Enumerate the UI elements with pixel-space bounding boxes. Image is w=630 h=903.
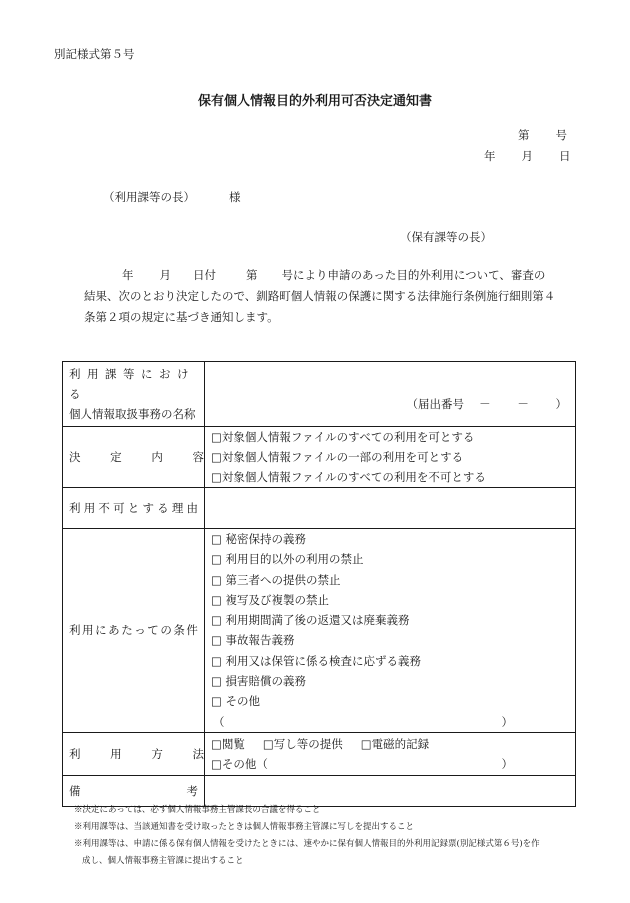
office-label-line2: 個人情報取扱事務の名称: [69, 407, 196, 421]
condition-other-close-paren: ）: [501, 714, 513, 729]
number-suffix: 号: [555, 128, 567, 142]
label-char: 考: [186, 783, 198, 798]
method-option-other[interactable]: □その他（: [211, 756, 268, 771]
number-prefix: 第: [518, 128, 530, 142]
method-label: [63, 746, 204, 762]
document-date-line: [484, 148, 571, 164]
office-label-cell: [63, 362, 205, 427]
condition-inspection[interactable]: □ 利用又は保管に係る検査に応ずる義務: [211, 653, 422, 668]
document-number-line: [518, 127, 567, 143]
body-text-start: 号により申請のあった目的外利用について、審査の: [281, 268, 546, 282]
method-option-electronic[interactable]: □電磁的記録: [360, 736, 430, 751]
label-char: と: [127, 501, 140, 515]
row-decision: [63, 427, 576, 488]
note-1: ※決定にあっては、必ず個人情報事務主管課長の合議を得ること: [74, 805, 321, 815]
label-char: た: [121, 623, 133, 638]
reason-label-cell: [63, 488, 205, 529]
body-line-1: [84, 265, 574, 286]
office-value-cell[interactable]: [205, 362, 576, 427]
row-reason: [63, 488, 576, 529]
condition-return-or-dispose[interactable]: □ 利用期間満了後の返還又は廃棄義務: [211, 613, 410, 628]
label-char: の: [160, 623, 172, 638]
label-char: 理: [171, 501, 184, 515]
footnotes: [74, 802, 540, 870]
method-other-close-paren: ）: [501, 756, 513, 771]
label-char: 用: [83, 501, 96, 515]
label-char: 由: [186, 501, 198, 515]
label-char: る: [157, 501, 169, 515]
reason-value-cell[interactable]: [205, 488, 576, 529]
label-char: 容: [192, 450, 204, 464]
form-number: 別記様式第５号: [54, 47, 135, 61]
date-year: 年: [484, 149, 496, 163]
decision-option-not-allowed[interactable]: □対象個人情報ファイルのすべての利用を不可とする: [211, 470, 486, 484]
label-char: 利: [69, 623, 81, 638]
label-char: す: [142, 501, 154, 515]
conditions-label: [63, 622, 204, 638]
method-cell: [205, 732, 576, 775]
body-no: 第: [246, 268, 258, 282]
row-conditions: [63, 529, 576, 733]
row-method: [63, 732, 576, 775]
note-2: ※利用課等は、当該通知書を受け取ったときは個人情報事務主管課に写しを提出すること: [74, 822, 415, 832]
label-char: 定: [110, 450, 122, 464]
body-line-2: 結果、次のとおり決定したので、釧路町個人情報の保護に関する法律施行条例施行細則第４: [84, 289, 556, 303]
note-3-continued: 成し、個人情報事務主管課に提出すること: [82, 856, 244, 866]
method-option-view[interactable]: □閲覧: [211, 736, 245, 751]
filing-number: （届出番号 － － ）: [406, 397, 567, 411]
label-char: 決: [69, 450, 81, 464]
label-char: 方: [151, 746, 163, 761]
label-char: 用: [110, 746, 122, 761]
remarks-label: [63, 783, 204, 799]
label-char: 利: [69, 501, 81, 515]
row-office: [63, 362, 576, 427]
label-char: 用: [82, 623, 94, 638]
label-char: 備: [69, 783, 81, 798]
addressee-honorific: 様: [229, 190, 241, 204]
method-options-row: [205, 734, 575, 754]
label-char: 可: [113, 501, 125, 515]
label-char: 利: [69, 746, 81, 761]
condition-confidentiality[interactable]: □ 秘密保持の義務: [211, 532, 307, 546]
condition-no-copying[interactable]: □ 複写及び複製の禁止: [211, 592, 330, 607]
date-day: 日: [559, 149, 571, 163]
condition-incident-report[interactable]: □ 事故報告義務: [211, 633, 295, 648]
body-day: 日付: [193, 268, 216, 282]
decision-label: [63, 449, 204, 465]
decision-table: [62, 361, 576, 807]
condition-no-other-purpose[interactable]: □ 利用目的以外の利用の禁止: [211, 552, 364, 567]
condition-other[interactable]: □ その他: [211, 694, 261, 709]
body-month: 月: [159, 268, 171, 282]
label-char: 条: [173, 623, 185, 638]
label-char: 法: [192, 746, 204, 761]
condition-other-open-paren: （: [213, 714, 225, 729]
office-label-line1: 利用課等における: [69, 367, 195, 401]
body-year: 年: [122, 268, 134, 282]
label-char: 不: [98, 501, 110, 515]
label-char: に: [95, 623, 107, 638]
label-char: て: [147, 623, 159, 638]
conditions-label-cell: [63, 529, 205, 733]
addressee-name: （利用課等の長）: [103, 190, 195, 204]
condition-other-detail[interactable]: [205, 712, 575, 732]
conditions-cell: [205, 529, 576, 733]
date-month: 月: [521, 149, 533, 163]
reason-label: [63, 500, 204, 516]
label-char: あ: [108, 623, 120, 638]
addressee: [103, 189, 241, 205]
decision-label-cell: [63, 427, 205, 488]
label-char: っ: [134, 623, 146, 638]
decision-option-partial-allowed[interactable]: □対象個人情報ファイルの一部の利用を可とする: [211, 450, 464, 464]
method-label-cell: [63, 732, 205, 775]
condition-damages[interactable]: □ 損害賠償の義務: [211, 674, 307, 689]
sender: （保有課等の長）: [400, 230, 492, 244]
notice-body: [84, 265, 574, 328]
document-title: 保有個人情報目的外利用可否決定通知書: [197, 94, 432, 109]
decision-options-cell: [205, 427, 576, 488]
method-option-copy[interactable]: □写し等の提供: [262, 736, 343, 751]
method-other-row[interactable]: [205, 754, 575, 774]
condition-no-third-party[interactable]: □ 第三者への提供の禁止: [211, 572, 341, 587]
note-3: ※利用課等は、申請に係る保有個人情報を受けたときには、速やかに保有個人情報目的外利用記録票(別記様式第６号)を作: [74, 839, 540, 849]
label-char: 内: [151, 450, 163, 464]
body-line-3: 条第２項の規定に基づき通知します。: [84, 310, 279, 324]
decision-option-all-allowed[interactable]: □対象個人情報ファイルのすべての利用を可とする: [211, 430, 475, 444]
label-char: 件: [186, 623, 198, 638]
